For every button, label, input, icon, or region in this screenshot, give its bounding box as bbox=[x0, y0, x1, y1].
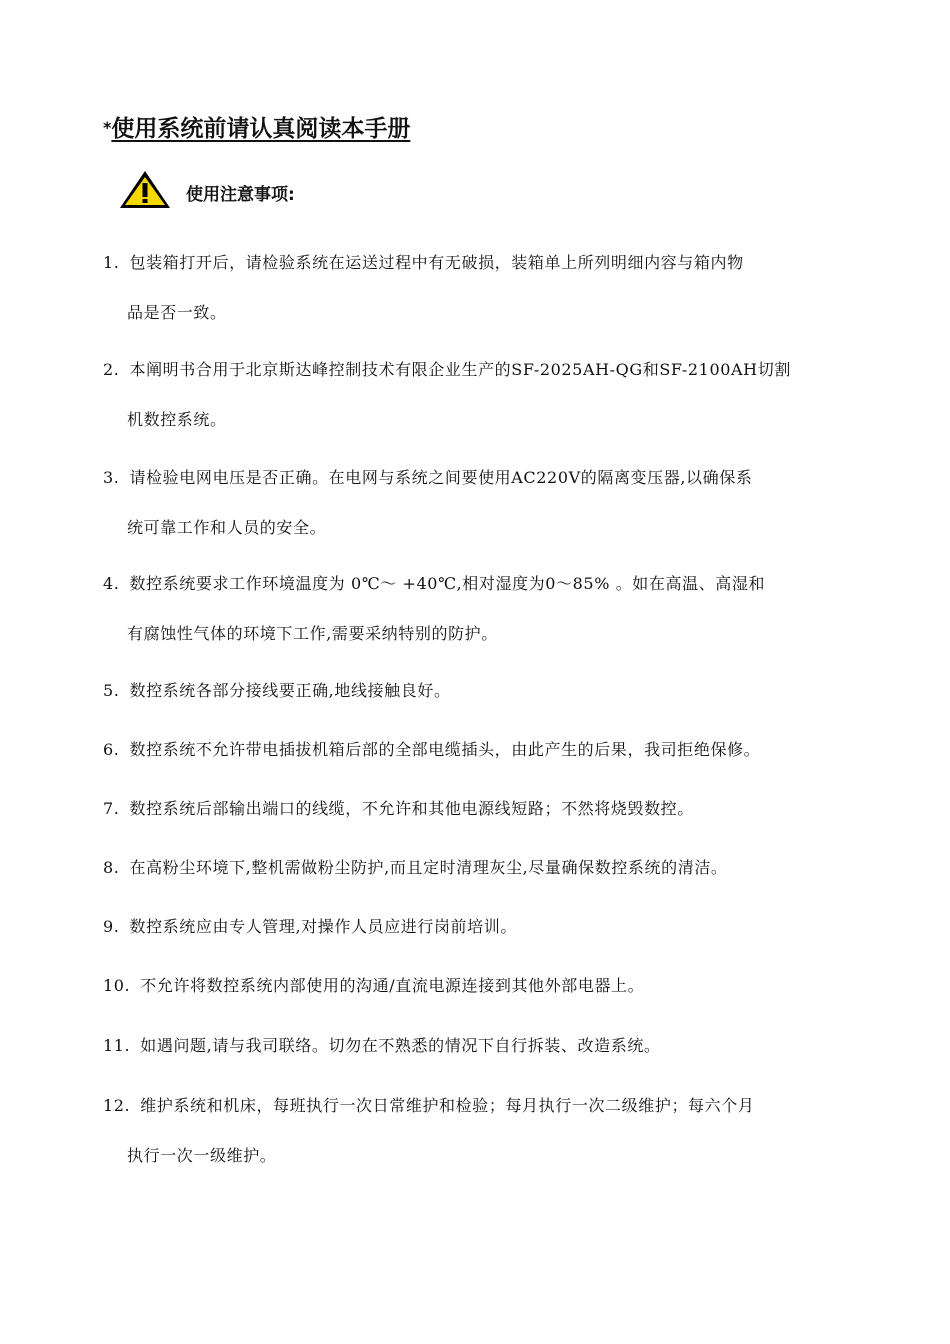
item-text: 本阐明书合用于北京斯达峰控制技术有限企业生产的SF-2025AH-QG和SF-2100AH切割 bbox=[129, 360, 791, 379]
item-number: 12. bbox=[103, 1096, 131, 1115]
item-text: 数控系统应由专人管理,对操作人员应进行岗前培训。 bbox=[129, 917, 517, 936]
item-text: 数控系统不允许带电插拔机箱后部的全部电缆插头，由此产生的后果，我司拒绝保修。 bbox=[129, 740, 761, 759]
item-number: 8. bbox=[103, 858, 120, 877]
list-item bbox=[103, 1093, 863, 1165]
list-item bbox=[103, 737, 863, 760]
warning-triangle-icon bbox=[118, 170, 172, 210]
item-text: 维护系统和机床，每班执行一次日常维护和检验；每月执行一次二级维护；每六个月 bbox=[140, 1096, 755, 1115]
item-text-continued: 有腐蚀性气体的环境下工作,需要采纳特别的防护。 bbox=[127, 624, 498, 643]
item-text: 如遇问题,请与我司联络。切勿在不熟悉的情况下自行拆装、改造系统。 bbox=[140, 1036, 661, 1055]
item-text: 数控系统各部分接线要正确,地线接触良好。 bbox=[129, 681, 451, 700]
item-text: 请检验电网电压是否正确。在电网与系统之间要使用AC220V的隔离变压器,以确保系 bbox=[129, 468, 753, 487]
list-item bbox=[103, 571, 863, 643]
item-text: 在高粉尘环境下,整机需做粉尘防护,而且定时清理灰尘,尽量确保数控系统的清洁。 bbox=[129, 858, 728, 877]
asterisk-mark: * bbox=[103, 118, 112, 137]
item-text-continued: 执行一次一级维护。 bbox=[127, 1146, 277, 1165]
list-item bbox=[103, 973, 863, 996]
list-item bbox=[103, 465, 863, 537]
notice-header bbox=[118, 170, 295, 210]
list-item bbox=[103, 914, 863, 937]
item-number: 4. bbox=[103, 574, 120, 593]
item-text: 数控系统要求工作环境温度为 0℃～ +40℃,相对湿度为0～85% 。如在高温、高湿和 bbox=[129, 574, 766, 593]
list-item bbox=[103, 250, 863, 322]
page-title-text: 使用系统前请认真阅读本手册 bbox=[111, 116, 411, 142]
item-text: 不允许将数控系统内部使用的沟通/直流电源连接到其他外部电器上。 bbox=[140, 976, 645, 995]
list-item bbox=[103, 1033, 863, 1056]
page-title bbox=[103, 110, 410, 143]
item-number: 2. bbox=[103, 360, 120, 379]
item-number: 5. bbox=[103, 681, 120, 700]
item-number: 6. bbox=[103, 740, 120, 759]
list-item bbox=[103, 796, 863, 819]
item-number: 11. bbox=[103, 1036, 131, 1055]
item-text-continued: 统可靠工作和人员的安全。 bbox=[127, 518, 327, 537]
item-text: 数控系统后部输出端口的线缆，不允许和其他电源线短路；不然将烧毁数控。 bbox=[129, 799, 694, 818]
list-item bbox=[103, 855, 863, 878]
item-number: 10. bbox=[103, 976, 131, 995]
item-text: 包装箱打开后，请检验系统在运送过程中有无破损，装箱单上所列明细内容与箱内物 bbox=[129, 253, 744, 272]
item-number: 7. bbox=[103, 799, 120, 818]
item-number: 1. bbox=[103, 253, 120, 272]
item-number: 9. bbox=[103, 917, 120, 936]
notice-title: 使用注意事项: bbox=[186, 184, 295, 205]
item-number: 3. bbox=[103, 468, 120, 487]
list-item bbox=[103, 357, 863, 429]
list-item bbox=[103, 678, 863, 701]
item-text-continued: 品是否一致。 bbox=[127, 303, 227, 322]
item-text-continued: 机数控系统。 bbox=[127, 410, 227, 429]
